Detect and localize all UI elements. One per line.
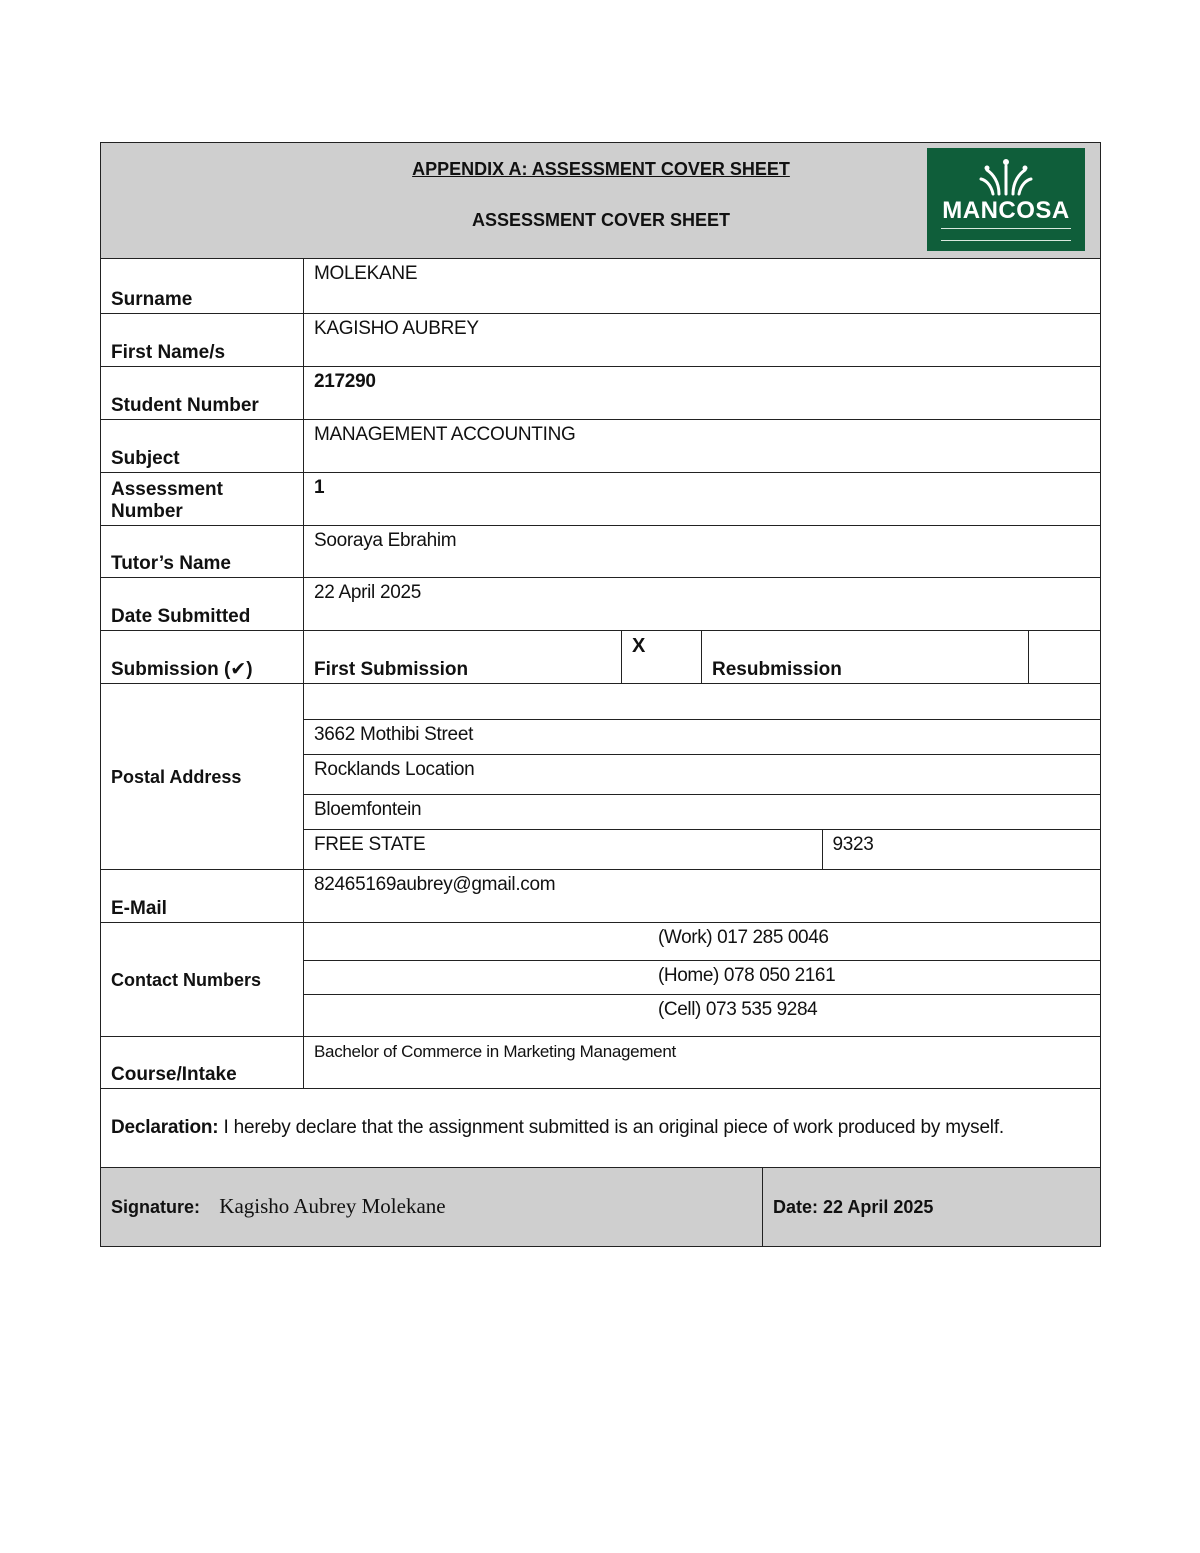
home-phone: (Home) 078 050 2161 bbox=[304, 960, 1100, 994]
postal-code: 9323 bbox=[832, 833, 874, 855]
document-subtitle: ASSESSMENT COVER SHEET bbox=[471, 210, 731, 230]
surname-label: Surname bbox=[101, 259, 304, 314]
postal-line-2: 3662 Mothibi Street bbox=[304, 719, 1101, 754]
postal-line-4: Bloemfontein bbox=[304, 794, 1101, 829]
signature-name: Kagisho Aubrey Molekane bbox=[219, 1194, 446, 1218]
email-row bbox=[101, 870, 1101, 923]
submission-label: Submission (✔) bbox=[101, 631, 304, 684]
first-names-label: First Name/s bbox=[101, 314, 304, 367]
postal-address-lines bbox=[304, 684, 1101, 869]
postal-address-row bbox=[101, 684, 1101, 870]
resubmission-label: Resubmission bbox=[702, 631, 1029, 684]
signature-row bbox=[101, 1168, 1101, 1247]
logo-rule-2 bbox=[941, 240, 1071, 241]
email-value: 82465169aubrey@gmail.com bbox=[304, 870, 1101, 923]
first-names-value: KAGISHO AUBREY bbox=[304, 314, 1101, 367]
subject-row bbox=[101, 420, 1101, 473]
declaration-text: I hereby declare that the assignment submitted is an original piece of work produced by myself. bbox=[223, 1117, 1004, 1138]
submission-row bbox=[101, 631, 1101, 684]
assessment-number-label: Assessment Number bbox=[101, 473, 304, 526]
assessment-number-row bbox=[101, 473, 1101, 526]
cell-phone: (Cell) 073 535 9284 bbox=[658, 998, 818, 1020]
declaration-cell bbox=[101, 1089, 1101, 1168]
tutor-value: Sooraya Ebrahim bbox=[304, 526, 1101, 578]
declaration-row bbox=[101, 1089, 1101, 1168]
email-label: E-Mail bbox=[101, 870, 304, 923]
tutor-row bbox=[101, 526, 1101, 578]
subject-value: MANAGEMENT ACCOUNTING bbox=[304, 420, 1101, 473]
postal-line-1 bbox=[304, 684, 1101, 719]
assessment-number-value: 1 bbox=[304, 473, 1101, 526]
signature-cell bbox=[101, 1168, 763, 1247]
date-submitted-row bbox=[101, 578, 1101, 631]
contact-numbers-label: Contact Numbers bbox=[101, 923, 304, 1037]
student-number-label: Student Number bbox=[101, 367, 304, 420]
postal-line-3: Rocklands Location bbox=[304, 754, 1101, 794]
course-value: Bachelor of Commerce in Marketing Management bbox=[304, 1037, 1101, 1089]
mancosa-logo bbox=[927, 148, 1085, 251]
header-cell bbox=[101, 143, 1101, 259]
first-submission-mark: X bbox=[622, 631, 702, 684]
first-names-row bbox=[101, 314, 1101, 367]
surname-value: MOLEKANE bbox=[304, 259, 1101, 314]
logo-rule bbox=[941, 228, 1071, 229]
tutor-label: Tutor’s Name bbox=[101, 526, 304, 578]
contact-numbers-row bbox=[101, 923, 1101, 1037]
course-row bbox=[101, 1037, 1101, 1089]
leaf-emblem-icon bbox=[927, 148, 1085, 200]
contact-number-lines bbox=[304, 923, 1100, 1036]
signature-date: Date: 22 April 2025 bbox=[763, 1168, 1101, 1247]
student-number-value: 217290 bbox=[304, 367, 1101, 420]
postal-province: FREE STATE bbox=[304, 829, 822, 869]
contact-numbers-block bbox=[304, 923, 1101, 1037]
assessment-cover-sheet bbox=[100, 142, 1101, 1247]
work-phone: (Work) 017 285 0046 bbox=[304, 923, 1100, 960]
postal-address-block bbox=[304, 684, 1101, 870]
date-submitted-label: Date Submitted bbox=[101, 578, 304, 631]
surname-row bbox=[101, 259, 1101, 314]
course-label: Course/Intake bbox=[101, 1037, 304, 1089]
resubmission-mark bbox=[1029, 631, 1101, 684]
postal-address-label: Postal Address bbox=[101, 684, 304, 870]
signature-label: Signature: bbox=[111, 1197, 201, 1217]
header-row bbox=[101, 143, 1101, 259]
student-number-row bbox=[101, 367, 1101, 420]
date-submitted-value: 22 April 2025 bbox=[304, 578, 1101, 631]
subject-label: Subject bbox=[101, 420, 304, 473]
logo-wordmark: MANCOSA bbox=[942, 197, 1070, 224]
document-title: APPENDIX A: ASSESSMENT COVER SHEET bbox=[412, 159, 790, 179]
declaration-label: Declaration: bbox=[111, 1117, 219, 1138]
first-submission-label: First Submission bbox=[304, 631, 622, 684]
